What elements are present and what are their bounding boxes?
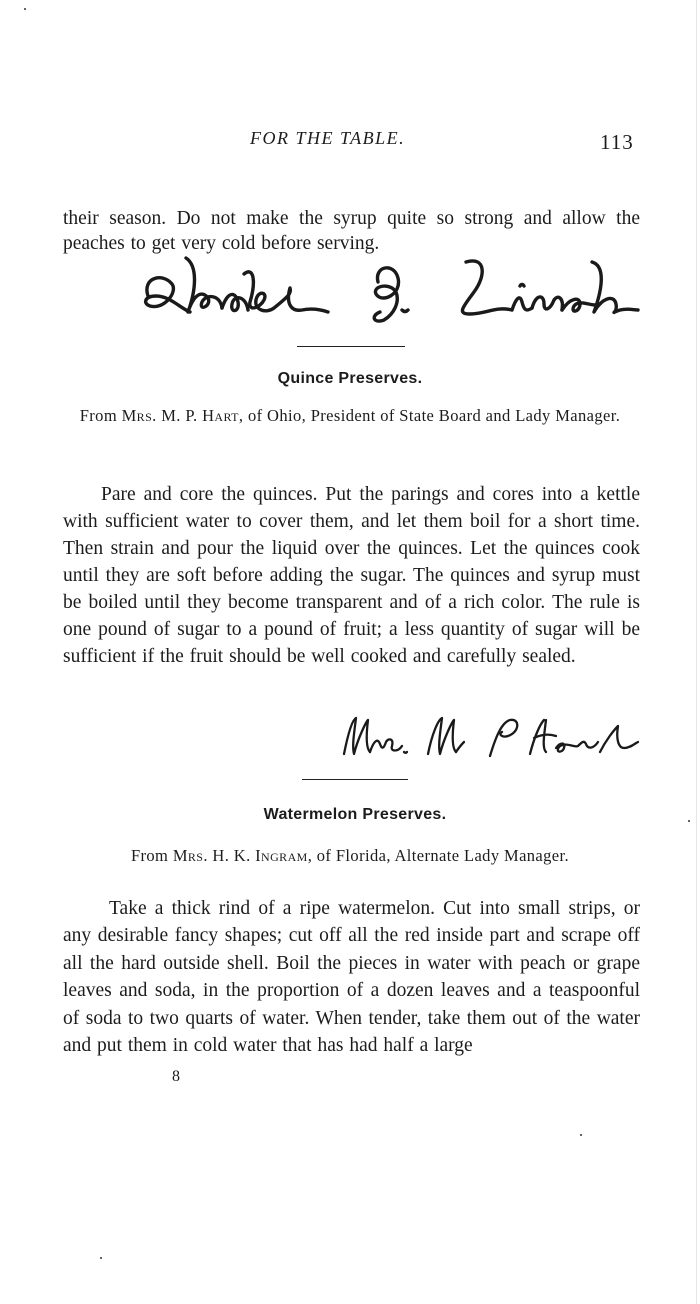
section-divider xyxy=(302,779,408,780)
contributor-details: , of Florida, Alternate Lady Manager. xyxy=(307,846,570,865)
section-divider xyxy=(297,346,405,347)
running-head: FOR THE TABLE. xyxy=(250,128,406,148)
scan-speck xyxy=(580,1134,582,1136)
continuation-paragraph: their season. Do not make the syrup quite so strong and allow the peaches to get very cold before serving. xyxy=(63,207,640,254)
recipe-title-watermelon-preserves: Watermelon Preserves. xyxy=(263,806,447,823)
contributor-name: Mrs. M. P. Hart xyxy=(121,406,239,425)
contributor-name: Mrs. H. K. Ingram xyxy=(172,846,308,865)
signature-mrs-m-p-hart xyxy=(338,712,644,760)
scan-speck xyxy=(688,820,690,822)
recipe-body-watermelon: Take a thick rind of a ripe watermelon. Cut into small strips, or any desirable fancy shapes; cut off all the red inside part and scrape off all the hard outside shell. Boil the pieces in water with peach or grape leaves and soda, in the proportion of a dozen leaves and a teaspoonful of soda to two quarts of water. When tender, take them out of the water and put them in cold water that has had half a large xyxy=(63,897,640,1056)
page-number: 113 xyxy=(600,130,634,154)
attribution-prefix: From xyxy=(130,846,169,865)
contributor-details: , of Ohio, President of State Board and Lady Manager. xyxy=(238,406,621,425)
signature-isabel-g-linch xyxy=(140,252,640,330)
printer-signature-mark: 8 xyxy=(172,1068,180,1085)
attribution-prefix: From xyxy=(79,406,118,425)
scan-speck xyxy=(24,8,26,10)
scan-speck xyxy=(100,1257,102,1259)
recipe-attribution xyxy=(60,845,640,866)
recipe-body-quince: Pare and core the quinces. Put the parings and cores into a kettle with sufficient water to cover them, and let them boil for a short time. Then strain and pour the liquid over the quinces. Let the quinces cook until they are soft before adding the sugar. The quinces and syrup must be boiled until they become transparent and of a rich color. The rule is one pound of sugar to a pound of fruit; a less quantity of sugar will be sufficient if the fruit should be well cooked and carefully sealed. xyxy=(63,483,640,667)
recipe-attribution xyxy=(60,405,640,426)
recipe-title-quince-preserves: Quince Preserves. xyxy=(277,370,423,387)
page-edge xyxy=(696,0,697,1304)
